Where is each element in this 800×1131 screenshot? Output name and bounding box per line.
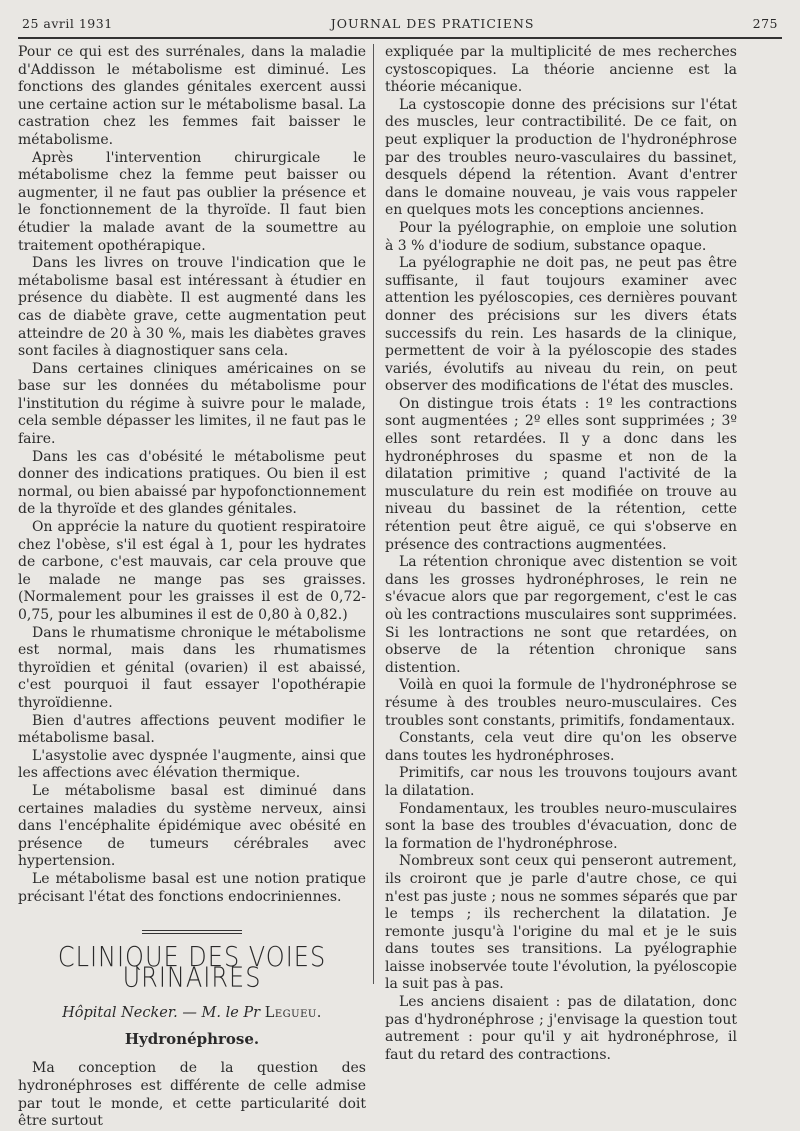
paragraph: On apprécie la nature du quotient respiratoire chez l'obèse, s'il est égal à 1, pour les hydrates de carbone, c'est mauvais, car cela prouve que le malade ne mange pas ses graisses. (Normalement pour les graisses il est de 0,72-0,75, pour les albumines il est de 0,80 à 0,82.) <box>18 519 366 623</box>
paragraph: Bien d'autres affections peuvent modifier le métabolisme basal. <box>18 712 366 747</box>
paragraph: Ma conception de la question des hydronéphroses est différente de celle admise par tout le monde, et cette particularité doit être surtout <box>18 1060 366 1130</box>
paragraph: Le métabolisme basal est une notion pratique précisant l'état des fonctions endocriniennes. <box>18 870 366 905</box>
professor-name: Legueu. <box>264 1005 322 1022</box>
paragraph: Après l'intervention chirurgicale le métabolisme chez la femme peut baisser ou augmenter, il ne faut pas oublier la présence et le fonctionnement de la thyroïde. Il faut bien étudier la malade avant de la soumettre au traitement opothérapique. <box>18 149 366 254</box>
paragraph: Primitifs, car nous les trouvons toujours avant la dilatation. <box>385 765 737 799</box>
professor-prefix: — M. le Pr <box>182 1005 261 1022</box>
paragraph: Nombreux sont ceux qui penseront autrement, ils croiront que je parle d'autre chose, ce qui n'est pas juste ; nous ne sommes séparés que par le temps ; ils recherchent la dilatation. Je remonte jusqu'à l'origine du mal et je le suis dans toutes ses transitions. La pyélographie laisse inobservée toute l'évolution, la pyéloscopie la suit pas à pas. <box>385 853 737 993</box>
paragraph: On distingue trois états : 1º les contractions sont augmentées ; 2º elles sont supprimées ; 3º elles sont retardées. Il y a donc dans les hydronéphroses du spasme et non de la dilatation primitive ; quand l'activité de la musculature du rein est modifiée on trouve au niveau du bassinet de la rétention, cette rétention peut être aiguë, ce qui s'observe en présence des contractions augmentées. <box>385 395 737 553</box>
paragraph: Voilà en quoi la formule de l'hydronéphrose se résume à des troubles neuro-musculaires. Ces troubles sont constants, primitifs, fondamentaux. <box>385 677 737 729</box>
paragraph: La rétention chronique avec distention se voit dans les grosses hydronéphroses, le rein ne s'évacue alors que par regorgement, c'est le cas où les contractions musculaires sont supprimées. Si les lontractions ne sont que retardées, on observe de la rétention chronique sans distention. <box>385 554 737 676</box>
paragraph: expliquée par la multiplicité de mes recherches cystoscopiques. La théorie ancienne est la théorie mécanique. <box>385 44 737 96</box>
paragraph: Dans certaines cliniques américaines on se base sur les données du métabolisme pour l'institution du régime à suivre pour le malade, cela semble dépasser les limites, il ne faut pas le faire. <box>18 360 366 448</box>
paragraph: Dans les livres on trouve l'indication que le métabolisme basal est intéressant à étudier en présence du diabète. Il est augmenté dans les cas de diabète grave, cette augmentation peut atteindre de 20 à 30 %, mais les diabètes graves sont faciles à diagnostiquer sans cela. <box>18 255 366 360</box>
paragraph: La pyélographie ne doit pas, ne peut pas être suffisante, il faut toujours examiner avec attention les pyéloscopies, ces dernières pouvant donner des précisions sur les divers états successifs du rein. Les hasards de la clinique, permettent de voir à la pyéloscopie des stades variés, évolutifs au niveau du rein, on peut observer des modifications de l'état des muscles. <box>385 255 737 395</box>
column-divider <box>373 44 374 984</box>
paragraph: Fondamentaux, les troubles neuro-musculaires sont la base des troubles d'évacuation, donc de la formation de l'hydronéphrose. <box>385 800 737 852</box>
header-date: 25 avril 1931 <box>22 16 113 31</box>
hospital-line <box>18 1005 366 1023</box>
journal-title: JOURNAL DES PRATICIENS <box>330 16 535 31</box>
page-number: 275 <box>752 16 778 31</box>
section-title: CLINIQUE DES VOIES URINAIRES <box>57 940 327 993</box>
header-rule <box>18 37 782 39</box>
paragraph: L'asystolie avec dyspnée l'augmente, ainsi que les affections avec élévation thermique. <box>18 747 366 782</box>
section-rule <box>142 930 242 934</box>
paragraph: Dans le rhumatisme chronique le métabolisme est normal, mais dans les rhumatismes thyroïdien et génital (ovarien) il est abaissé, c'est pourquoi il faut essayer l'opothérapie thyroïdienne. <box>18 624 366 711</box>
article-subject: Hydronéphrose. <box>124 1029 260 1048</box>
paragraph: Pour ce qui est des surrénales, dans la maladie d'Addisson le métabolisme est diminué. Les fonctions des glandes génitales exercent aussi une certaine action sur le métabolisme basal. La castration chez les femmes fait baisser le métabolisme. <box>18 44 366 148</box>
page-header <box>22 16 778 38</box>
left-column <box>18 44 366 1131</box>
right-column <box>385 44 737 1064</box>
paragraph: Dans les cas d'obésité le métabolisme peut donner des indications pratiques. Ou bien il est normal, ou bien abaissé par hypofonctionnement de la thyroïde et des glandes génitales. <box>18 448 366 518</box>
paragraph: Pour la pyélographie, on emploie une solution à 3 % d'iodure de sodium, substance opaque. <box>385 219 737 254</box>
paragraph: Les anciens disaient : pas de dilatation, donc pas d'hydronéphrose ; j'envisage la question tout autrement : pour qu'il y ait hydronéphrose, il faut du retard des contractions. <box>385 994 737 1063</box>
hospital-name: Hôpital Necker. <box>62 1005 178 1022</box>
paragraph: Le métabolisme basal est diminué dans certaines maladies du système nerveux, ainsi dans l'encéphalite épidémique avec obésité en présence de tumeurs cérébrales avec hypertension. <box>18 782 366 870</box>
paragraph: Constants, cela veut dire qu'on les observe dans toutes les hydronéphroses. <box>385 730 737 764</box>
paragraph: La cystoscopie donne des précisions sur l'état des muscles, leur contractibilité. De ce fait, on peut expliquer la production de l'hydronéphrose par des troubles neuro-vasculaires du bassinet, desquels dépend la rétention. Avant d'entrer dans le domaine nouveau, je vais vous rappeler en quelques mots les conceptions anciennes. <box>385 96 737 219</box>
